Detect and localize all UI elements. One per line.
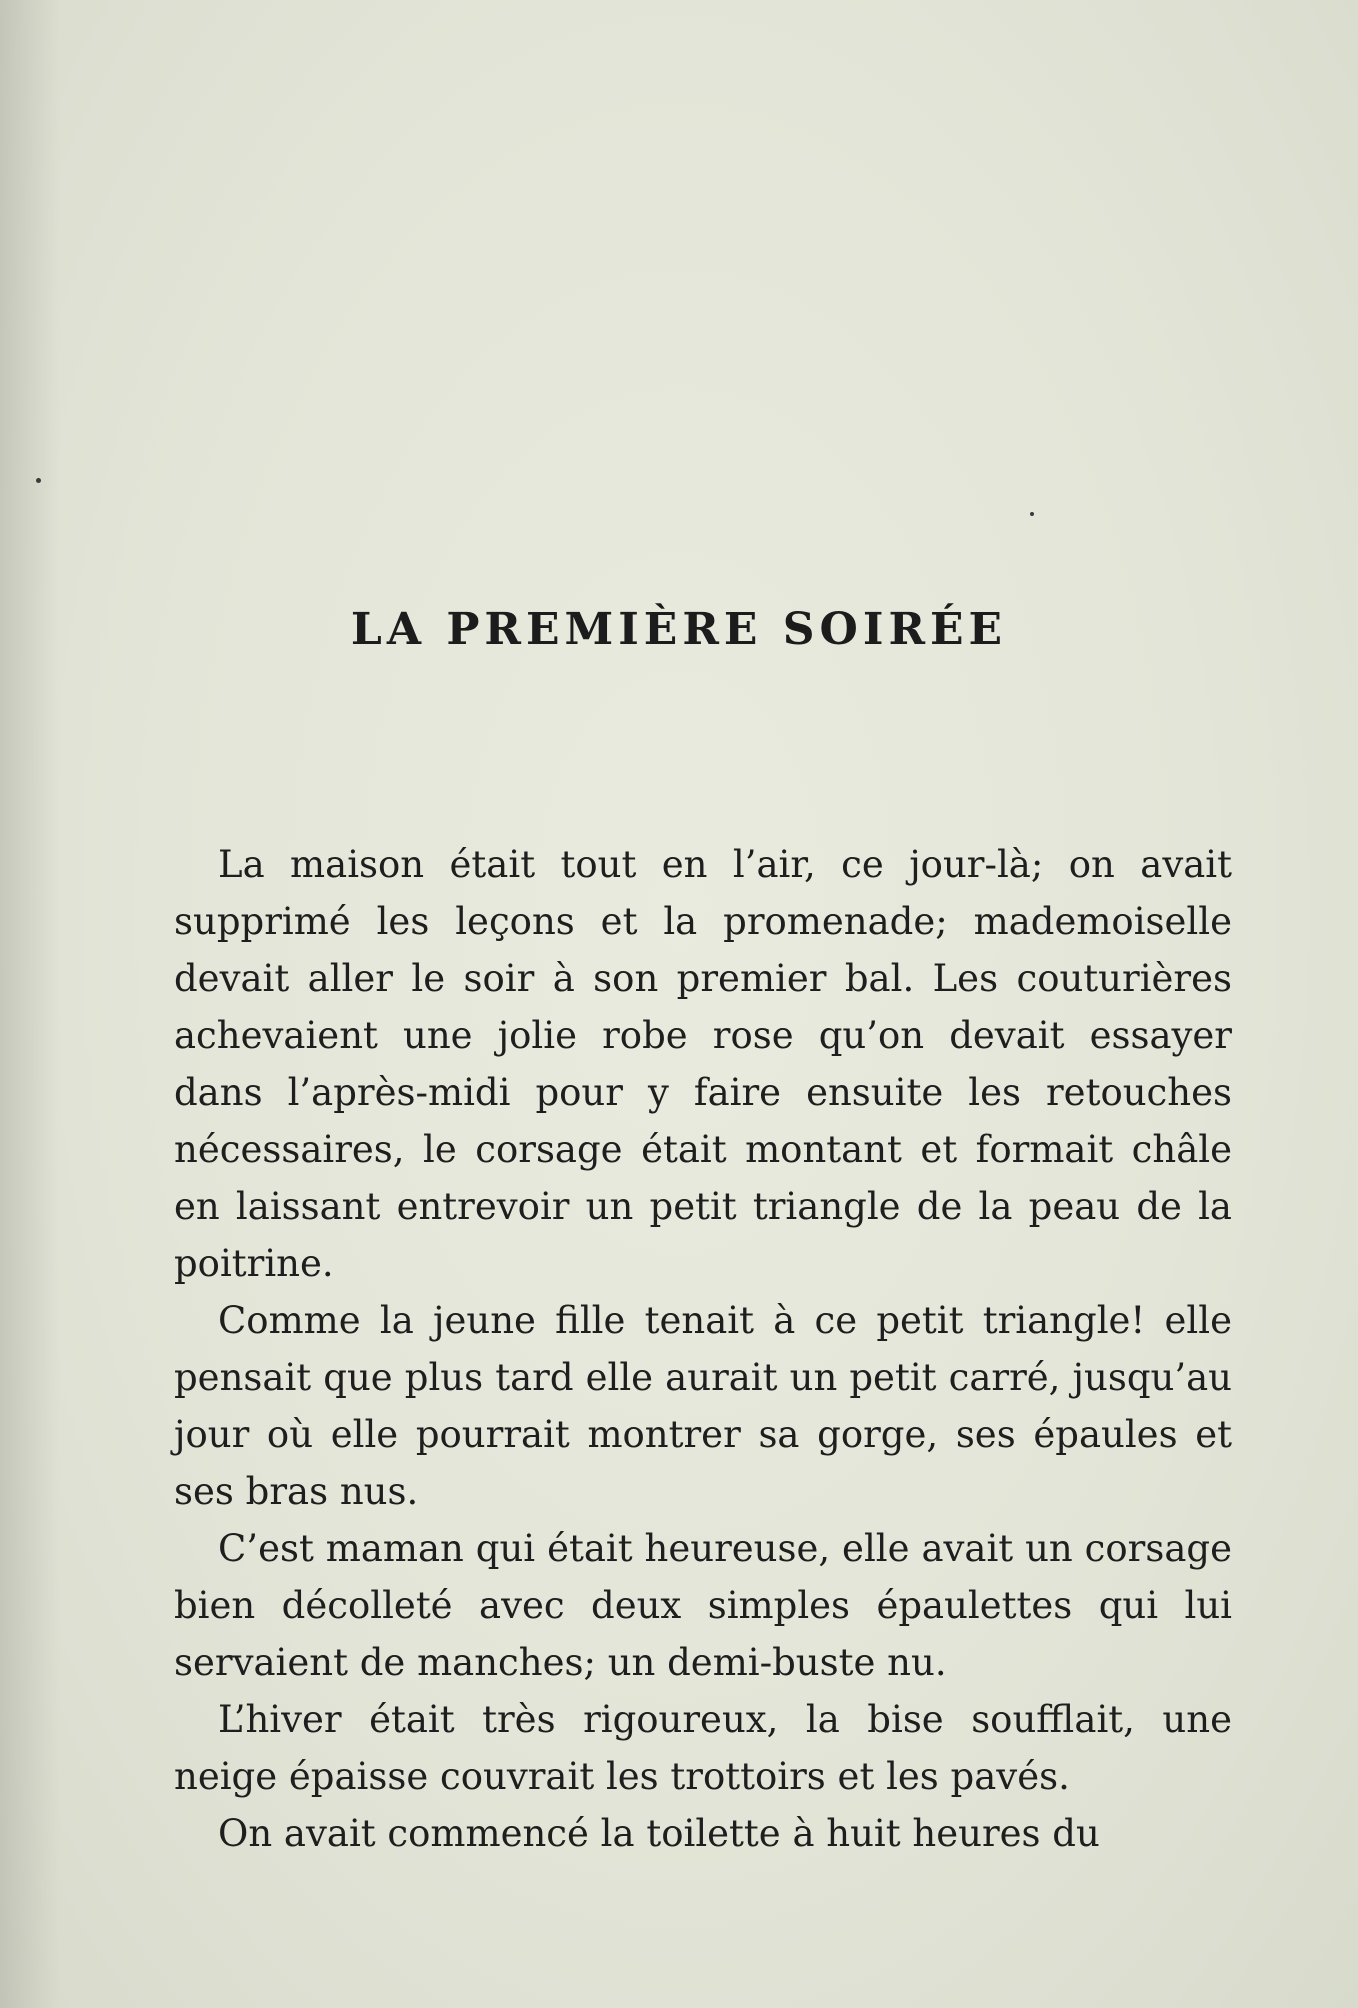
chapter-title: LA PREMIÈRE SOIRÉE	[350, 604, 1008, 655]
paper-speck	[36, 478, 41, 483]
page-edge-shadow	[0, 0, 60, 2008]
paragraph: C’est maman qui était heureuse, elle avait un corsage bien décolleté avec deux simples épaulettes qui lui servaient de manches; un demi-buste nu.	[174, 1527, 1232, 1684]
paragraph: Comme la jeune fille tenait à ce petit triangle! elle pensait que plus tard elle aurait un petit carré, jusqu’au jour où elle pourrait montrer sa gorge, ses épaules et ses bras nus.	[174, 1299, 1232, 1513]
paragraph: L’hiver était très rigoureux, la bise soufflait, une neige épaisse couvrait les trottoirs et les pavés.	[174, 1698, 1232, 1798]
paragraph: La maison était tout en l’air, ce jour-là; on avait supprimé les leçons et la promenade; mademoiselle devait aller le soir à son premier bal. Les couturières achevaient une jolie robe rose qu’on devait essayer dans l’après-midi pour y faire ensuite les retouches nécessaires, le corsage était montant et formait châle en laissant entrevoir un petit triangle de la peau de la poitrine.	[174, 843, 1232, 1285]
paragraph: On avait commencé la toilette à huit heures du	[218, 1812, 1100, 1855]
chapter-body	[174, 836, 1232, 1862]
paper-speck	[1030, 512, 1034, 516]
